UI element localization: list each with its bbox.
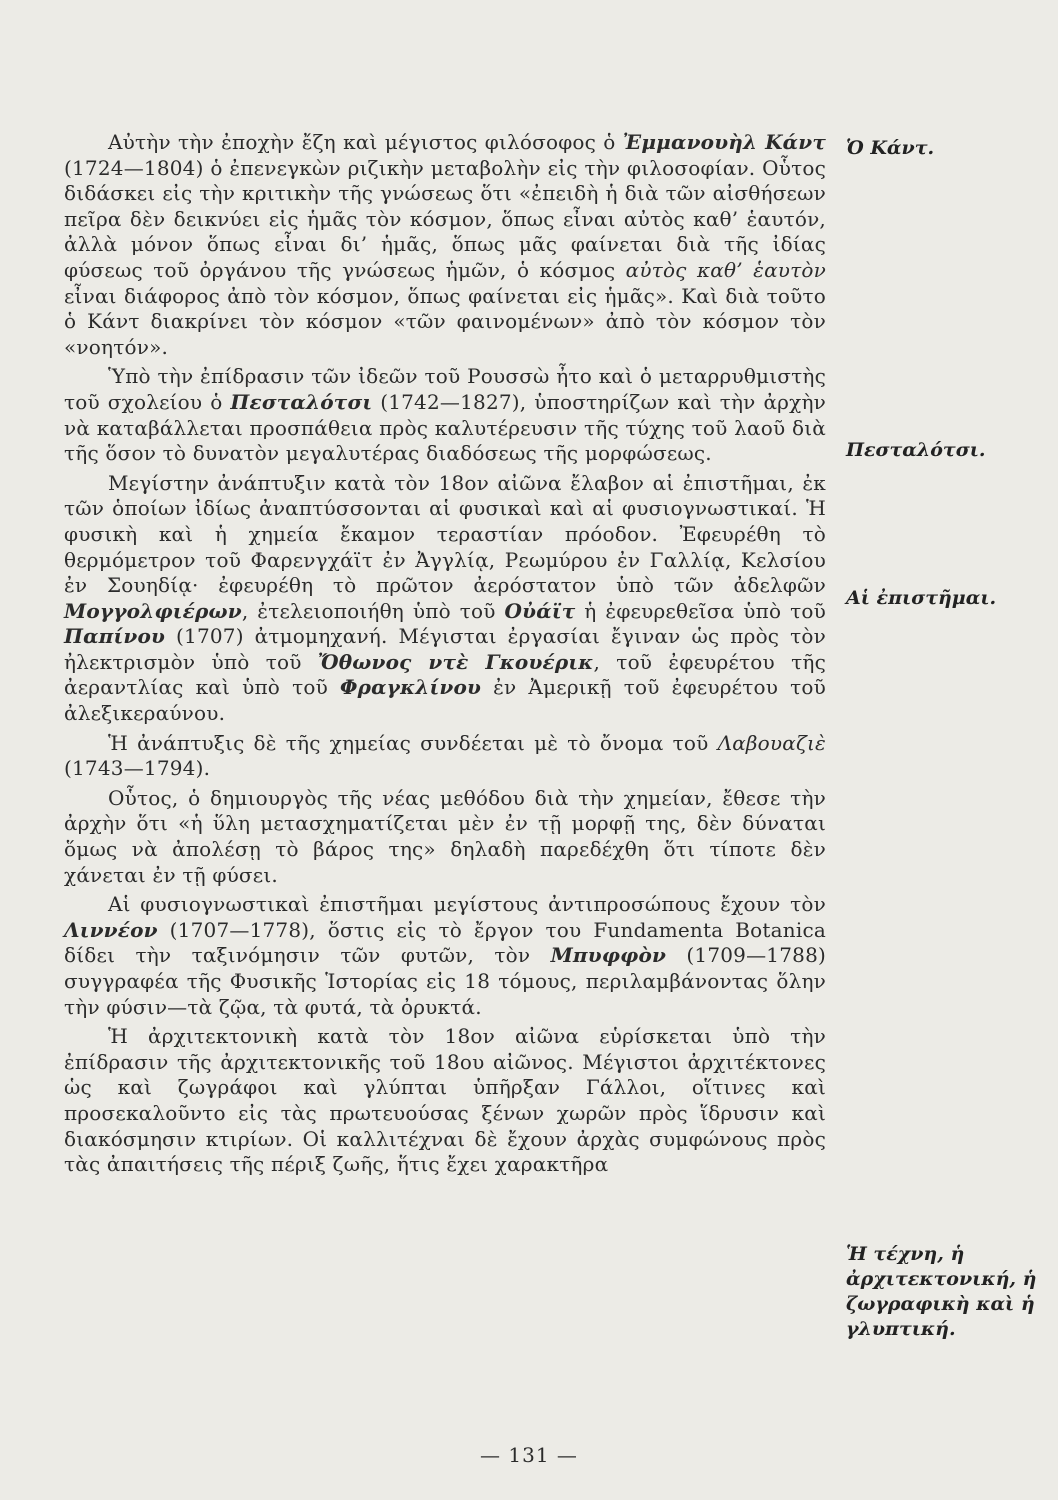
text-run: (1709—1788) συγγραφέα τῆς Φυσικῆς Ἱστορίας εἰς 18 τόμους, περιλαμβάνοντας ὅλην τὴν φύσιν—τὰ ζῷα, τὰ φυτά, τὰ ὀρυκτά. bbox=[64, 943, 826, 1019]
text-run: , τοῦ ἐφευρέτου τῆς ἀεραντλίας καὶ ὑπὸ τοῦ bbox=[64, 649, 826, 700]
text-run: (1724—1804) ὁ ἐπενεγκὼν ριζικὴν μεταβολὴν εἰς τὴν φιλοσοφίαν. Οὗτος διδάσκει εἰς τὴν κριτικὴν τῆς γνώσεως ὅτι «ἐπειδὴ ἡ διὰ τῶν αἰσθήσεων πεῖρα δὲν δεικνύει εἰς ἡμᾶς τὸν κόσμον, ὅπως εἶναι αὐτὸς καθ’ ἑαυτόν, ἀλλὰ μόνον ὅπως εἶναι δι’ ἡμᾶς, ὅπως μᾶς φαίνεται διὰ τῆς ἰδίας φύσεως τοῦ ὀργάνου τῆς γνώσεως ἡμῶν, ὁ κόσμος bbox=[64, 155, 826, 282]
italic-text: Λαβουαζιὲ bbox=[717, 730, 826, 755]
paragraph bbox=[64, 892, 826, 1020]
margin-note-pestalozzi: Πεσταλότσι. bbox=[846, 439, 986, 461]
text-run: Ὑπὸ τὴν ἐπίδρασιν τῶν ἰδεῶν τοῦ Ρουσσὼ ἦτο καὶ ὁ μεταρρυθμιστὴς τοῦ σχολείου ὁ bbox=[64, 364, 826, 414]
text-run: (1707) ἀτμομηχανή. Μέγισται ἐργασίαι ἔγιναν ὡς πρὸς τὸν ἠλεκτρισμὸν ὑπὸ τοῦ bbox=[64, 624, 826, 674]
main-text-column bbox=[64, 130, 826, 1182]
margin-note-kant: Ὁ Κάντ. bbox=[846, 137, 935, 159]
margin-note-sciences: Αἱ ἐπιστῆμαι. bbox=[846, 587, 997, 609]
text-run: εἶναι διάφορος ἀπὸ τὸν κόσμον, ὅπως φαίνεται εἰς ἡμᾶς». Καὶ διὰ τοῦτο ὁ Κάντ διακρίνει τὸν κόσμον «τῶν φαινομένων» ἀπὸ τὸν κόσμον τὸν «νοητόν». bbox=[64, 283, 826, 359]
text-run: (1742—1827), ὑποστηρίζων καὶ τὴν ἀρχὴν νὰ καταβάλλεται προσπάθεια πρὸς καλυτέρευσιν τῆς τύχης τοῦ λαοῦ διὰ τῆς ὅσον τὸ δυνατὸν μεγαλυτέρας διαδόσεως τῆς μορφώσεως. bbox=[64, 389, 826, 466]
emphasized-name: Πεσταλότσι bbox=[230, 389, 373, 414]
emphasized-name: Ὄθωνος ντὲ Γκουέρικ bbox=[317, 649, 594, 674]
paragraph bbox=[64, 471, 826, 727]
emphasized-name: Μπυφφὸν bbox=[550, 943, 667, 968]
margin-note-art-architecture: Ἡ τέχνη, ἡ ἀρχιτεκτονική, ἡ ζωγραφικὴ καὶ ἡ γλυπτική. bbox=[846, 1243, 1037, 1340]
text-run: ἐν Ἀμερικῇ τοῦ ἐφευρέτου τοῦ ἀλεξικεραύνου. bbox=[64, 675, 826, 726]
emphasized-name: Φραγκλίνου bbox=[339, 675, 482, 700]
paragraph bbox=[64, 1024, 826, 1178]
emphasized-name: Οὐάϊτ bbox=[504, 598, 576, 623]
emphasized-name: Παπίνου bbox=[64, 624, 166, 649]
emphasized-name: Ἐμμανουὴλ Κάντ bbox=[622, 130, 826, 154]
paragraph bbox=[64, 786, 826, 888]
paragraph bbox=[64, 130, 826, 360]
text-run: Οὗτος, ὁ δημιουργὸς τῆς νέας μεθόδου διὰ τὴν χημείαν, ἔθεσε τὴν ἀρχὴν ὅτι «ἡ ὕλη μετασχηματίζεται μὲν ἐν τῇ μορφῇ της, δὲν δύναται ὅμως νὰ ἀπολέσῃ τὸ βάρος της» δηλαδὴ παρεδέχθη ὅτι τίποτε δὲν χάνεται ἐν τῇ φύσει. bbox=[64, 785, 826, 887]
text-run: Αὐτὴν τὴν ἐποχὴν ἔζη καὶ μέγιστος φιλόσοφος ὁ bbox=[108, 130, 623, 154]
emphasized-name: Λιννέον bbox=[64, 917, 158, 942]
emphasized-name: Μογγολφιέρων bbox=[64, 598, 242, 623]
text-run: Αἱ φυσιογνωστικαὶ ἐπιστῆμαι μεγίστους ἀντιπροσώπους ἔχουν τὸν bbox=[108, 892, 826, 917]
page-number: — 131 — bbox=[480, 1443, 578, 1467]
text-run: (1743—1794). bbox=[64, 756, 211, 781]
text-run: ἡ ἐφευρεθεῖσα ὑπὸ τοῦ bbox=[575, 598, 826, 623]
text-run: Ἡ ἀρχιτεκτονικὴ κατὰ τὸν 18ον αἰῶνα εὑρίσκεται ὑπὸ τὴν ἐπίδρασιν τῆς ἀρχιτεκτονικῆς τοῦ 18ου αἰῶνος. Μέγιστοι ἀρχιτέκτονες ὡς καὶ ζωγράφοι καὶ γλύπται ὑπῆρξαν Γάλλοι, οἵτινες καὶ προσεκαλοῦντο εἰς τὰς πρωτευούσας ξένων χωρῶν πρὸς ἵδρυσιν καὶ διακόσμησιν κτιρίων. Οἱ καλλιτέχναι δὲ ἔχουν ἀρχὰς συμφώνους πρὸς τὰς ἀπαιτήσεις τῆς πέριξ ζωῆς, ἥτις ἔχει χαρακτῆρα bbox=[64, 1024, 826, 1177]
paragraph bbox=[64, 364, 826, 466]
text-run: , ἐτελειοποιήθη ὑπὸ τοῦ bbox=[241, 598, 505, 623]
text-run: Μεγίστην ἀνάπτυξιν κατὰ τὸν 18ον αἰῶνα ἔλαβον αἱ ἐπιστῆμαι, ἐκ τῶν ὁποίων ἰδίως ἀναπτύσσονται αἱ φυσικαὶ καὶ αἱ φυσιογνωστικαί. Ἡ φυσικὴ καὶ ἡ χημεία ἔκαμον τεραστίαν πρόοδον. Ἐφευρέθη τὸ θερμόμετρον τοῦ Φαρενγχάϊτ ἐν Ἀγγλίᾳ, Ρεωμύρου ἐν Γαλλίᾳ, Κελσίου ἐν Σουηδίᾳ· ἐφευρέθη τὸ πρῶτον ἀερόστατον ὑπὸ τῶν ἀδελφῶν bbox=[64, 470, 826, 598]
text-run: (1707—1778), ὅστις εἰς τὸ ἔργον του Fundamenta Botanica δίδει τὴν ταξινόμησιν τῶν φυτῶν, τὸν bbox=[64, 917, 826, 968]
text-run: Ἡ ἀνάπτυξις δὲ τῆς χημείας συνδέεται μὲ τὸ ὄνομα τοῦ bbox=[108, 730, 718, 755]
paragraph bbox=[64, 731, 826, 782]
italic-text: αὐτὸς καθ’ ἑαυτὸν bbox=[625, 257, 826, 282]
